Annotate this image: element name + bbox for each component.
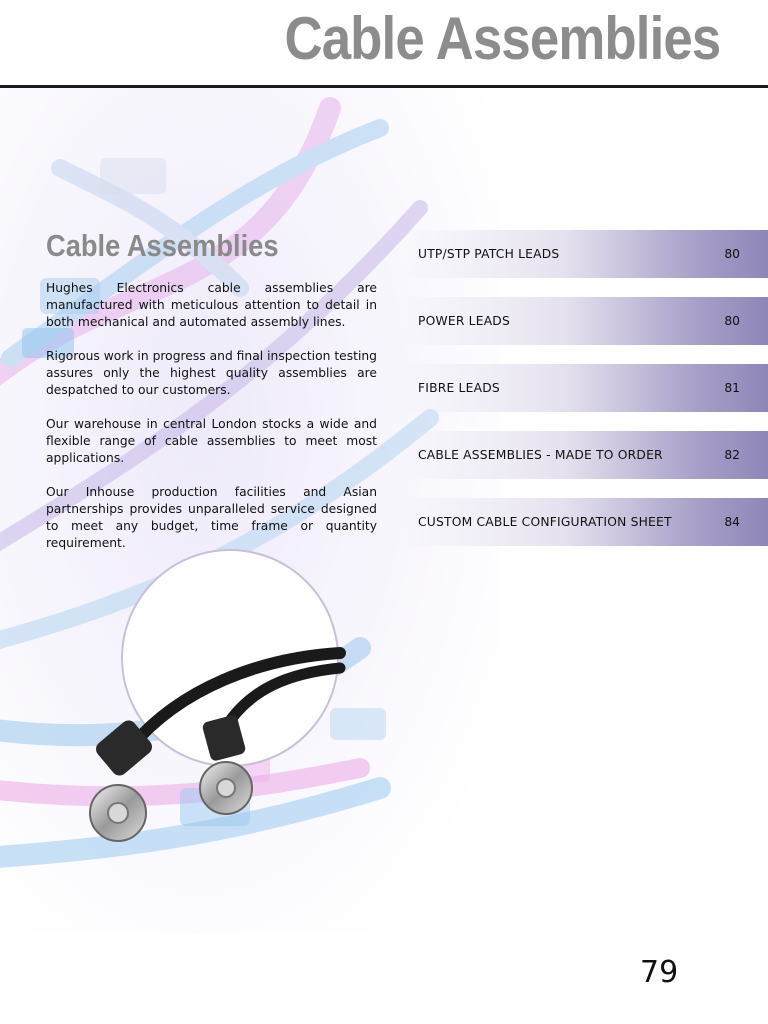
page-header-title: Cable Assemblies	[284, 5, 720, 72]
toc-item-label: POWER LEADS	[418, 314, 510, 328]
intro-paragraph: Rigorous work in progress and final inspection testing assures only the highest quality assemblies are despatched to our customers.	[46, 349, 377, 397]
toc-item-label: UTP/STP PATCH LEADS	[418, 247, 560, 261]
page-number: 79	[640, 955, 679, 990]
toc-item-page: 84	[724, 515, 740, 529]
toc-item-page: 80	[724, 314, 740, 328]
intro-text	[46, 280, 377, 569]
toc-item-label: CUSTOM CABLE CONFIGURATION SHEET	[418, 515, 672, 529]
section-title: Cable Assemblies	[46, 228, 279, 263]
toc-item-page: 82	[724, 448, 740, 462]
intro-paragraph: Our warehouse in central London stocks a wide and flexible range of cable assemblies to meet most applications.	[46, 417, 377, 465]
intro-paragraph: Hughes Electronics cable assemblies are manufactured with meticulous attention to detail in both mechanical and automated assembly lines.	[46, 281, 377, 329]
toc-item-cable-assemblies-made-to-order[interactable]	[404, 431, 768, 479]
toc-item-page: 80	[724, 247, 740, 261]
toc-item-custom-cable-configuration-sheet[interactable]	[404, 498, 768, 546]
toc-item-power-leads[interactable]	[404, 297, 768, 345]
intro-paragraph: Our Inhouse production facilities and Asian partnerships provides unparalleled service designed to meet any budget, time frame or quantity requirement.	[46, 485, 377, 550]
toc-item-fibre-leads[interactable]	[404, 364, 768, 412]
toc-item-page: 81	[724, 381, 740, 395]
toc-item-label: FIBRE LEADS	[418, 381, 500, 395]
toc-item-label: CABLE ASSEMBLIES - MADE TO ORDER	[418, 448, 663, 462]
toc-item-utp-stp-patch-leads[interactable]	[404, 230, 768, 278]
